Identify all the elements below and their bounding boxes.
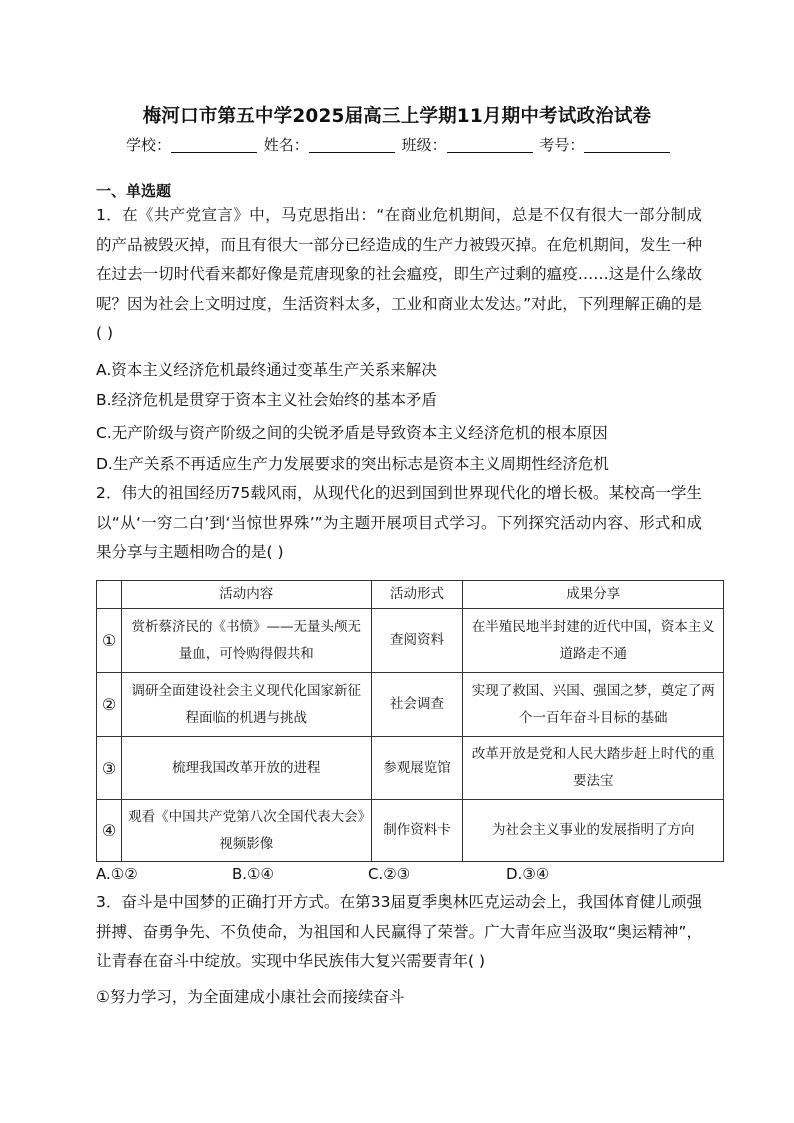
exam-title: 梅河口市第五中学2025届高三上学期11月期中考试政治试卷 xyxy=(142,106,652,127)
student-info-line xyxy=(126,134,672,156)
name-blank[interactable] xyxy=(309,137,395,153)
q3-item-1: ①努力学习，为全面建成小康社会而接续奋斗 xyxy=(96,988,405,1006)
table-cell-form: 查阅资料 xyxy=(371,609,463,673)
table-row xyxy=(97,800,724,862)
q2-option-b[interactable]: B.①④ xyxy=(232,865,274,883)
q2-options xyxy=(96,865,549,883)
school-blank[interactable] xyxy=(171,137,257,153)
table-cell-form: 参观展览馆 xyxy=(371,737,463,800)
table-cell-number: ① xyxy=(97,609,122,673)
q2-option-d[interactable]: D.③④ xyxy=(506,865,550,883)
q1-option-b[interactable]: B.经济危机是贯穿于资本主义社会始终的基本矛盾 xyxy=(96,391,438,409)
table-cell-content: 赏析蔡济民的《书愤》——无量头颅无量血，可怜购得假共和 xyxy=(121,609,371,673)
table-cell-number: ④ xyxy=(97,800,122,862)
table-row xyxy=(97,609,724,673)
section-heading: 一、单选题 xyxy=(96,182,172,200)
table-header-cell: 活动内容 xyxy=(121,581,371,609)
table-cell-result: 实现了救国、兴国、强国之梦，奠定了两个一百年奋斗目标的基础 xyxy=(463,673,724,737)
q2-option-c[interactable]: C.②③ xyxy=(368,865,411,883)
q2-option-a[interactable]: A.①② xyxy=(96,865,138,883)
name-label: 姓名： xyxy=(263,136,309,154)
table-cell-result: 改革开放是党和人民大踏步赶上时代的重要法宝 xyxy=(463,737,724,800)
table-row xyxy=(97,673,724,737)
number-label: 考号： xyxy=(539,136,585,154)
table-cell-number: ② xyxy=(97,673,122,737)
q1-option-d[interactable]: D.生产关系不再适应生产力发展要求的突出标志是资本主义周期性经济危机 xyxy=(96,455,609,473)
q3-stem: 3．奋斗是中国梦的正确打开方式。在第33届夏季奥林匹克运动会上，我国体育健儿顽强拼搏、奋勇争先、不负使命，为祖国和人民赢得了荣誉。广大青年应当汲取“奥运精神”，让青春在奋斗中绽放。实现中华民族伟大复兴需要青年( ) xyxy=(96,893,702,971)
table-cell-form: 制作资料卡 xyxy=(371,800,463,862)
q1-option-c[interactable]: C.无产阶级与资产阶级之间的尖锐矛盾是导致资本主义经济危机的根本原因 xyxy=(96,424,608,442)
class-label: 班级： xyxy=(401,136,447,154)
table-header-cell xyxy=(97,581,122,609)
q1-stem: 1．在《共产党宣言》中，马克思指出：“在商业危机期间，总是不仅有很大一部分制成的产品被毁灭掉，而且有很大一部分已经造成的生产力被毁灭掉。在危机期间，发生一种在过去一切时代看来都好像是荒唐现象的社会瘟疫，即生产过剩的瘟疫……这是什么缘故呢？因为社会上文明过度，生活资料太多，工业和商业太发达。”对此，下列理解正确的是( ) xyxy=(96,206,702,343)
table-header-row xyxy=(97,581,724,609)
table-cell-number: ③ xyxy=(97,737,122,800)
table-header-cell: 活动形式 xyxy=(371,581,463,609)
table-header-cell: 成果分享 xyxy=(463,581,724,609)
q1-option-a[interactable]: A.资本主义经济危机最终通过变革生产关系来解决 xyxy=(96,361,437,379)
table-cell-result: 为社会主义事业的发展指明了方向 xyxy=(463,800,724,862)
table-cell-content: 调研全面建设社会主义现代化国家新征程面临的机遇与挑战 xyxy=(121,673,371,737)
school-label: 学校： xyxy=(126,136,172,154)
table-cell-content: 观看《中国共产党第八次全国代表大会》视频影像 xyxy=(121,800,371,862)
q2-table xyxy=(96,580,724,862)
class-blank[interactable] xyxy=(447,137,533,153)
table-row xyxy=(97,737,724,800)
table-cell-content: 梳理我国改革开放的进程 xyxy=(121,737,371,800)
table-cell-result: 在半殖民地半封建的近代中国，资本主义道路走不通 xyxy=(463,609,724,673)
table-cell-form: 社会调查 xyxy=(371,673,463,737)
number-blank[interactable] xyxy=(584,137,670,153)
q2-stem: 2．伟大的祖国经历75载风雨，从现代化的迟到国到世界现代化的增长极。某校高一学生以“从‘一穷二白’到‘当惊世界殊’”为主题开展项目式学习。下列探究活动内容、形式和成果分享与主题相吻合的是( ) xyxy=(96,484,702,562)
